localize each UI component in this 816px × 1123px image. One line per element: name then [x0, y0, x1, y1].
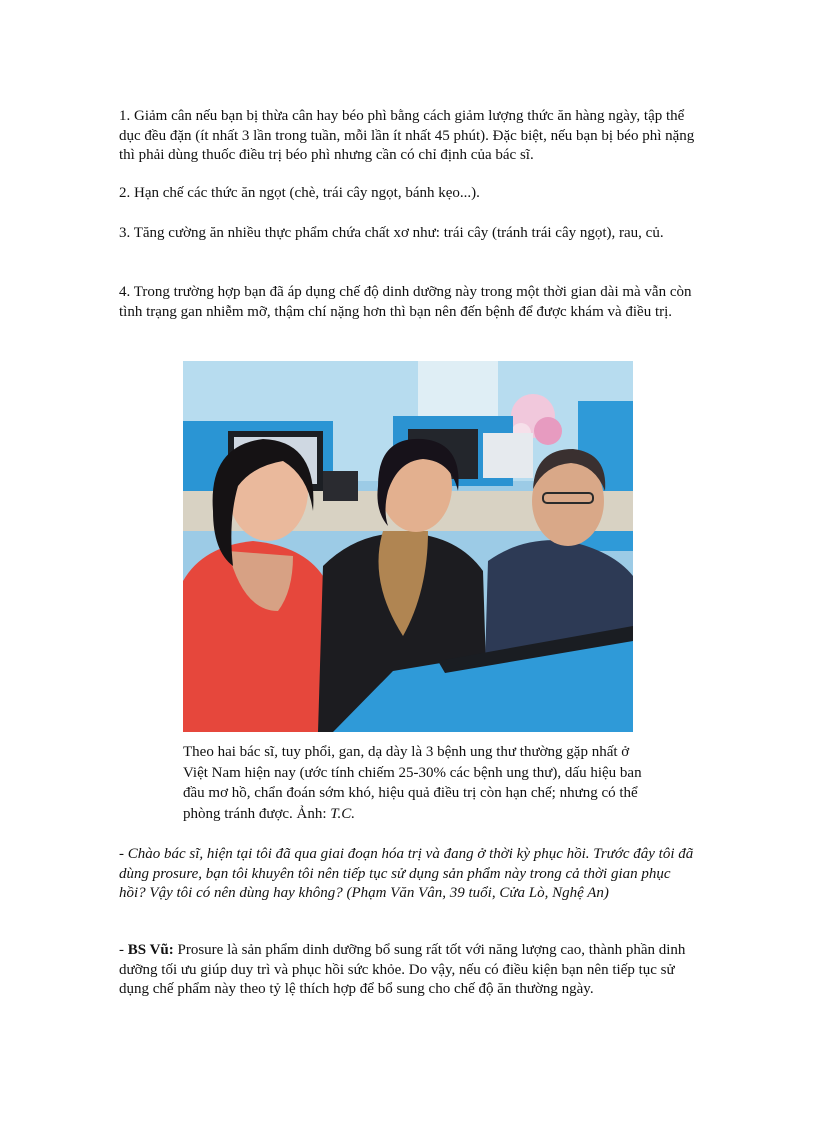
- answer-speaker: BS Vũ:: [127, 942, 174, 958]
- photo-illustration: [183, 361, 633, 732]
- paragraph-2: 2. Hạn chế các thức ăn ngọt (chè, trái cây ngọt, bánh kẹo...).: [119, 185, 480, 201]
- answer-text: Prosure là sản phẩm dinh dưỡng bổ sung rất tốt với năng lượng cao, thành phần dinh dưỡng tối ưu giúp duy trì và phục hồi sức khỏe. Do vậy, nếu có điều kiện bạn nên tiếp tục sử dụng chế phẩm này theo tỷ lệ thích hợp để bổ sung cho chế độ ăn thường ngày.: [119, 942, 686, 998]
- caption-credit: T.C.: [330, 805, 356, 822]
- doctors-photo: [183, 361, 633, 732]
- answer-prefix: -: [119, 942, 128, 958]
- paragraph-4: 4. Trong trường hợp bạn đã áp dụng chế độ dinh dưỡng này trong một thời gian dài mà vẫn còn tình trạng gan nhiễm mỡ, thậm chí nặng hơn thì bạn nên đến bệnh để được khám và điều trị.: [119, 284, 692, 320]
- desk-phone: [323, 471, 358, 501]
- doctor-answer: [119, 941, 699, 1000]
- paragraph-3: 3. Tăng cường ăn nhiều thực phẩm chứa chất xơ như: trái cây (tránh trái cây ngọt), rau, củ.: [119, 225, 664, 241]
- caption-text: Theo hai bác sĩ, tuy phổi, gan, dạ dày là 3 bệnh ung thư thường gặp nhất ở Việt Nam hiện nay (ước tính chiếm 25-30% các bệnh ung thư), dấu hiệu ban đầu mơ hồ, chẩn đoán sớm khó, hiệu quả điều trị còn hạn chế; nhưng có thể phòng tránh được. Ảnh:: [183, 744, 642, 822]
- reader-question: - Chào bác sĩ, hiện tại tôi đã qua giai đoạn hóa trị và đang ở thời kỳ phục hồi. Trước đây tôi đã dùng prosure, bạn tôi khuyên tôi nên tiếp tục sử dụng sản phẩm này trong cả thời gian phục hồi? Vậy tôi có nên dùng hay không? (Phạm Văn Vân, 39 tuổi, Cửa Lò, Nghệ An): [119, 846, 694, 902]
- paragraph-1: 1. Giảm cân nếu bạn bị thừa cân hay béo phì bằng cách giảm lượng thức ăn hàng ngày, tập thể dục đều đặn (ít nhất 3 lần trong tuần, mỗi lần ít nhất 45 phút). Đặc biệt, nếu bạn bị béo phì nặng thì phải dùng thuốc điều trị béo phì nhưng cần có chỉ định của bác sĩ.: [119, 108, 695, 164]
- photo-caption: [183, 742, 643, 824]
